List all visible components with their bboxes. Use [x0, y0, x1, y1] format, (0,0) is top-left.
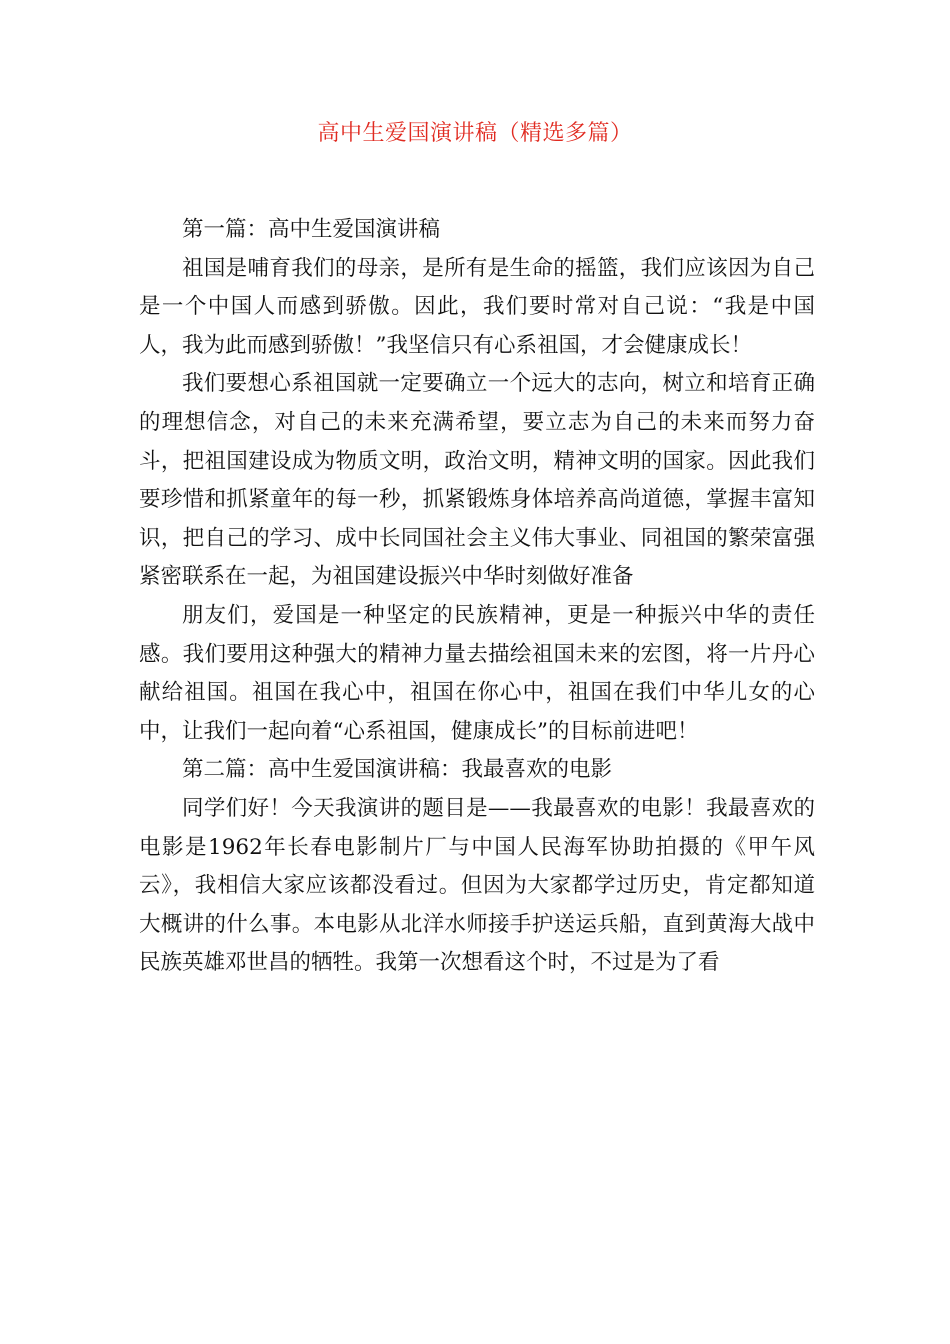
paragraph: 我们要想心系祖国就一定要确立一个远大的志向，树立和培育正确的理想信念，对自己的未来充满希望，要立志为自己的未来而努力奋斗，把祖国建设成为物质文明，政治文明，精神文明的国家。因此我们要珍惜和抓紧童年的每一秒，抓紧锻炼身体培养高尚道德，掌握丰富知识，把自己的学习、成中长同国社会主义伟大事业、同祖国的繁荣富强紧密联系在一起，为祖国建设振兴中华时刻做好准备 — [139, 371, 815, 590]
section-heading-2: 第二篇：高中生爱国演讲稿：我最喜欢的电影 — [182, 757, 613, 783]
section-heading-1: 第一篇：高中生爱国演讲稿 — [182, 217, 441, 242]
paragraph: 朋友们，爱国是一种坚定的民族精神，更是一种振兴中华的责任感。我们要用这种强大的精神力量去描绘祖国未来的宏图，将一片丹心献给祖国。祖国在我心中，祖国在你心中，祖国在我们中华儿女的心中，让我们一起向着“心系祖国，健康成长”的目标前进吧！ — [139, 602, 815, 744]
document-title: 高中生爱国演讲稿（精选多篇） — [317, 121, 633, 146]
paragraph: 同学们好！今天我演讲的题目是——我最喜欢的电影！我最喜欢的电影是1962年长春电影制片厂与中国人民海军协助拍摄的《甲午风云》，我相信大家应该都没看过。但因为大家都学过历史，肯定都知道大概讲的什么事。本电影从北洋水师接手护送运兵船，直到黄海大战中民族英雄邓世昌的牺牲。我第一次想看这个时，不过是为了看 — [139, 795, 815, 976]
document-body — [139, 211, 815, 983]
paragraph: 祖国是哺育我们的母亲，是所有是生命的摇篮，我们应该因为自己是一个中国人而感到骄傲。因此，我们要时常对自己说：“我是中国人，我为此而感到骄傲！”我坚信只有心系祖国，才会健康成长！ — [139, 255, 815, 358]
